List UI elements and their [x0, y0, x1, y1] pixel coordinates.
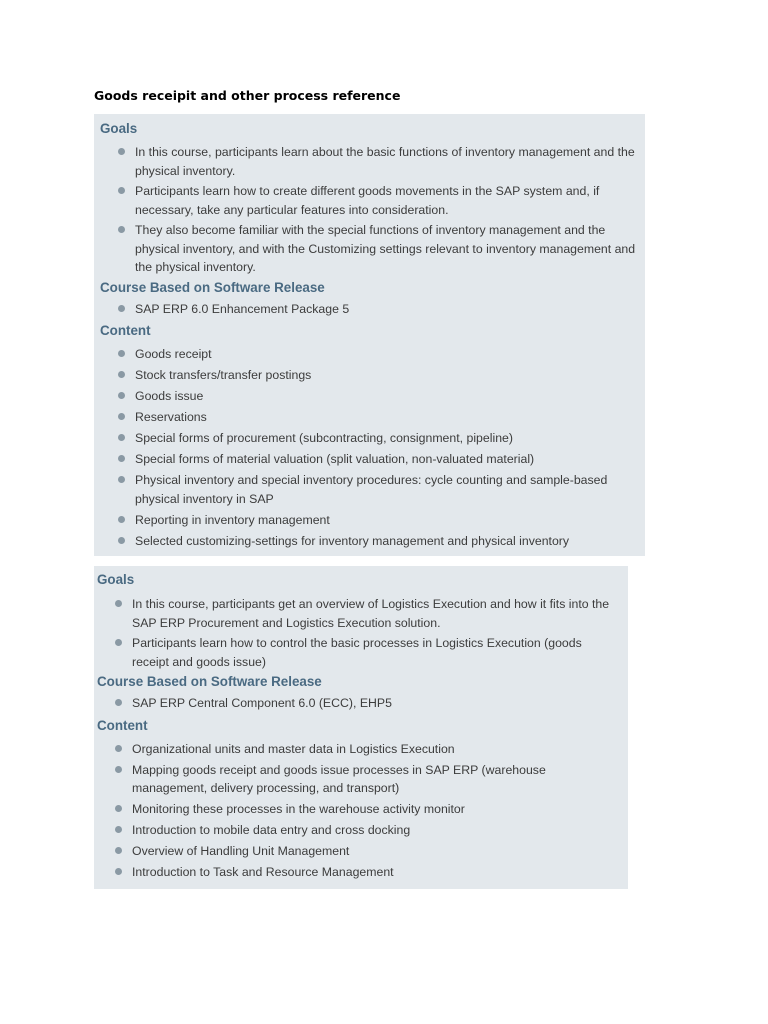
release-heading: Course Based on Software Release — [97, 674, 322, 689]
bullet-icon — [118, 516, 125, 523]
bullet-icon — [118, 305, 125, 312]
goals-list — [100, 143, 637, 277]
release-heading: Course Based on Software Release — [100, 279, 325, 295]
bullet-icon — [115, 699, 122, 706]
bullet-icon — [115, 868, 122, 875]
bullet-icon — [115, 600, 122, 607]
bullet-icon — [118, 413, 125, 420]
bullet-icon — [115, 826, 122, 833]
list-item: SAP ERP Central Component 6.0 (ECC), EHP5 — [97, 694, 620, 713]
list-item: Overview of Handling Unit Management — [97, 842, 620, 861]
content-list — [97, 740, 620, 882]
list-item: Goods issue — [100, 387, 637, 406]
bullet-icon — [118, 537, 125, 544]
list-item: In this course, participants get an overview of Logistics Execution and how it fits into the SAP ERP Procurement and Logistics Execution solution. — [97, 595, 620, 632]
list-item: Goods receipt — [100, 345, 637, 364]
bullet-icon — [118, 187, 125, 194]
course-panel-inventory — [94, 114, 645, 556]
goals-heading: Goals — [100, 121, 138, 136]
list-item: Introduction to mobile data entry and cross docking — [97, 821, 620, 840]
bullet-icon — [118, 148, 125, 155]
release-list — [97, 694, 620, 713]
content-list — [100, 345, 637, 550]
list-item: Participants learn how to control the basic processes in Logistics Execution (goods receipt and goods issue) — [97, 634, 620, 671]
goals-heading: Goals — [97, 572, 135, 587]
bullet-icon — [115, 766, 122, 773]
course-panel-logistics — [94, 566, 628, 889]
list-item: Stock transfers/transfer postings — [100, 366, 637, 385]
list-item: Introduction to Task and Resource Management — [97, 863, 620, 882]
bullet-icon — [118, 350, 125, 357]
list-item: Organizational units and master data in Logistics Execution — [97, 740, 620, 759]
list-item: Reservations — [100, 408, 637, 427]
list-item: Special forms of material valuation (split valuation, non-valuated material) — [100, 450, 637, 469]
content-heading: Content — [97, 717, 148, 733]
list-item: SAP ERP 6.0 Enhancement Package 5 — [100, 300, 637, 319]
list-item: Participants learn how to create different goods movements in the SAP system and, if necessary, take any particular features into consideration. — [100, 182, 637, 219]
list-item: Mapping goods receipt and goods issue processes in SAP ERP (warehouse management, delivery processing, and transport) — [97, 761, 620, 798]
document-title: Goods receipit and other process reference — [94, 88, 401, 103]
goals-list — [97, 595, 620, 671]
list-item: In this course, participants learn about the basic functions of inventory management and the physical inventory. — [100, 143, 637, 180]
bullet-icon — [115, 847, 122, 854]
bullet-icon — [118, 455, 125, 462]
list-item: They also become familiar with the special functions of inventory management and the physical inventory, and with the Customizing settings relevant to inventory management and the physical inventory. — [100, 221, 637, 277]
bullet-icon — [118, 434, 125, 441]
bullet-icon — [118, 476, 125, 483]
list-item: Monitoring these processes in the warehouse activity monitor — [97, 800, 620, 819]
bullet-icon — [118, 371, 125, 378]
list-item: Special forms of procurement (subcontracting, consignment, pipeline) — [100, 429, 637, 448]
content-heading: Content — [100, 323, 151, 338]
bullet-icon — [118, 392, 125, 399]
list-item: Selected customizing-settings for inventory management and physical inventory — [100, 532, 637, 551]
bullet-icon — [115, 639, 122, 646]
bullet-icon — [115, 805, 122, 812]
list-item: Physical inventory and special inventory procedures: cycle counting and sample-based physical inventory in SAP — [100, 471, 637, 508]
release-list — [100, 300, 637, 319]
list-item: Reporting in inventory management — [100, 511, 637, 530]
bullet-icon — [118, 226, 125, 233]
bullet-icon — [115, 745, 122, 752]
